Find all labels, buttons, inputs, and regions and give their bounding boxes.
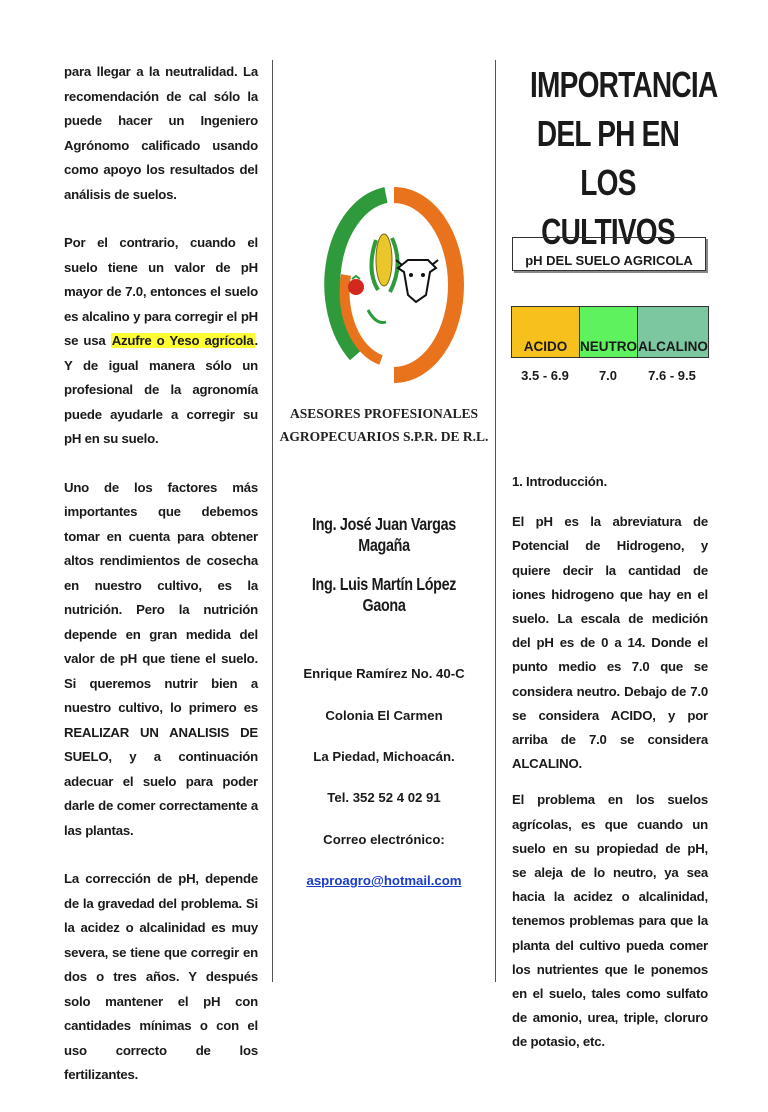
email-link[interactable]: asproagro@hotmail.com [306, 873, 462, 888]
address: Enrique Ramírez No. 40-C [303, 666, 465, 681]
page-title [530, 60, 718, 256]
phone: Tel. 352 52 4 02 91 [327, 790, 441, 805]
right-paragraph-1: El pH es la abreviatura de Potencial de Hidrogeno, y quiere decir la cantidad de iones hidrogeno que hay en el suelo. La escala de medición del pH es de 0 a 14. Donde el punto medio es 7.0 que se considera neutro. Debajo de 7.0 se considera ACIDO, y por arriba de 7.0 se considera ALCALINO. [512, 514, 708, 772]
left-paragraph-2 [64, 231, 258, 452]
left-paragraph-4: La corrección de pH, depende de la gravedad del problema. Si la acidez o alcalinidad es muy severa, se tiene que corregir en dos o tres años. Y después solo mantener el pH con cantidades mínimas o con el uso correcto de los fertilizantes. [64, 871, 258, 1082]
right-paragraph-2: El problema en los suelos agrícolas, es que cuando un suelo en su propiedad de pH, se aleja de lo neutro, ya sea hacia la acidez o alcalinidad, tenemos problemas para que la planta del cultivo pueda comer los nutrientes que le ponemos en el suelo, tales como sulfato de amonio, urea, triple, cloruro de potasio, etc. [512, 792, 708, 1050]
right-text-body [512, 470, 708, 1067]
intro-heading: 1. Introducción. [512, 474, 607, 489]
ph-range-acido: 3.5 - 6.9 [521, 368, 569, 383]
left-paragraph-3: Uno de los factores más importantes que debemos tomar en cuenta para obtener altos rendimientos de cosecha en nuestro cultivo, es la nutrición. Pero la nutrición depende en gran medida del valor de pH que tiene el suelo. Si queremos nutrir bien a nuestro cultivo, lo primero es REALIZAR UN ANALISIS DE SUELO, y a continuación adecuar el suelo para poder darle de comer correctamente a las plantas. [64, 479, 258, 838]
engineer-name-1: Ing. José Juan Vargas Magaña [312, 514, 456, 555]
left-paragraph-1: para llegar a la neutralidad. La recomendación de cal sólo la puede hacer un Ingeniero Agrónomo calificado usando como apoyo los resultados del análisis de suelos. [64, 64, 258, 202]
right-column [508, 60, 718, 1050]
column-divider-right [495, 60, 496, 982]
company-name-line1: ASESORES PROFESIONALES [290, 406, 478, 421]
ph-range-alcalino: 7.6 - 9.5 [648, 368, 696, 383]
left-column [64, 60, 258, 1112]
left-paragraph-2-start: Por el contrario, cuando el suelo tiene un valor de pH mayor de 7.0, entonces el suelo es alcalino y para corregir el pH se usa [64, 235, 258, 348]
ph-ranges [511, 368, 707, 383]
company-name-line2: AGROPECUARIOS S.P.R. DE R.L. [279, 429, 489, 444]
ph-cell-alcalino: ALCALINO [638, 307, 708, 357]
title-line-3: CULTIVOS [541, 211, 675, 252]
left-paragraph-2-end: . Y de igual manera sólo un profesional de la agronomía puede ayudarle a corregir su pH en su suelo. [64, 333, 258, 446]
engineer-name-2: Ing. Luis Martín López Gaona [311, 574, 457, 615]
company-logo-icon [316, 110, 466, 410]
ph-range-neutro: 7.0 [598, 368, 618, 383]
column-divider-left [272, 60, 273, 982]
title-line-1: IMPORTANCIA [530, 64, 718, 105]
highlighted-text: Azufre o Yeso agrícola [111, 333, 254, 348]
ph-scale-table [511, 306, 709, 358]
ph-cell-acido: ACIDO [512, 307, 580, 357]
ph-subtitle-box: pH DEL SUELO AGRICOLA [512, 237, 706, 271]
ph-cell-neutro: NEUTRO [580, 307, 638, 357]
email-label: Correo electrónico: [323, 832, 445, 847]
colonia: Colonia El Carmen [325, 708, 443, 723]
title-line-2: DEL PH EN LOS [536, 113, 680, 203]
company-name [276, 402, 492, 448]
city: La Piedad, Michoacán. [313, 749, 455, 764]
